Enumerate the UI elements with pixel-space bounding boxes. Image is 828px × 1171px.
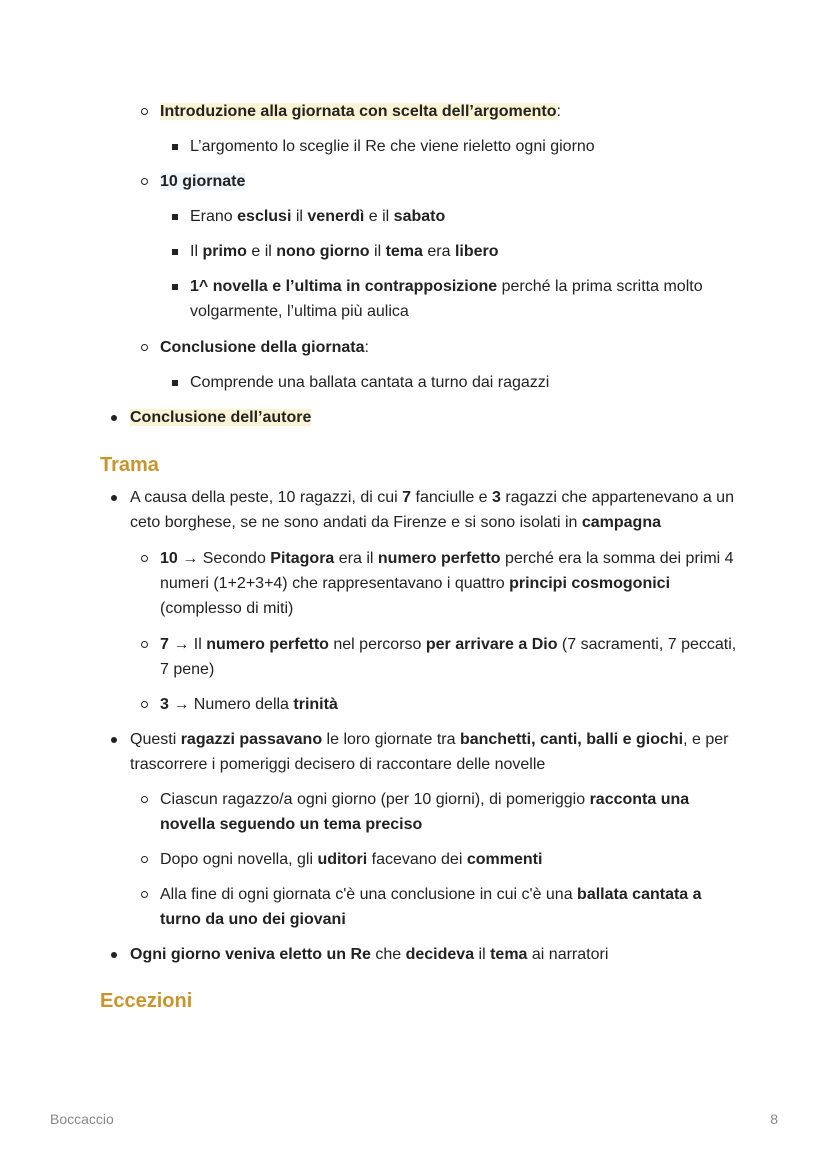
list-item-re: [130, 942, 740, 967]
bold-run: tema: [385, 243, 423, 260]
text-run: era il: [334, 550, 378, 567]
text-run: che: [370, 946, 406, 963]
bold-run: numero perfetto: [206, 636, 329, 653]
text-run: → Numero della: [168, 696, 294, 713]
bold-run: racconta una novella seguendo un tema preciso: [160, 791, 690, 833]
bold-run: 7: [160, 636, 169, 653]
text-run: perché era la somma dei primi 4 numeri (1+2+3+4) che rappresentavano i quattro: [160, 550, 734, 592]
bold-run: per arrivare a Dio: [425, 636, 558, 653]
text-run: Dopo ogni novella, gli: [160, 851, 318, 868]
disc-bullet-icon: [111, 415, 117, 421]
text-run: ai narratori: [527, 946, 609, 963]
list-item-text: Comprende una ballata cantata a turno dai ragazzi: [190, 374, 550, 391]
list-item-title: Conclusione della giornata: [160, 339, 365, 356]
list-item-sette: [160, 632, 740, 682]
text-run: Questi: [130, 731, 181, 748]
colon: :: [556, 103, 561, 120]
list-item-conclusione-autore: [130, 405, 740, 430]
bold-run: trinità: [293, 696, 338, 713]
text-run: era: [422, 243, 455, 260]
list-item-title: Conclusione dell’autore: [130, 409, 312, 426]
bold-run: principi cosmogonici: [509, 575, 671, 592]
bold-run: libero: [454, 243, 499, 260]
circle-bullet-icon: [141, 891, 148, 898]
bold-run: decideva: [405, 946, 475, 963]
list-item-dieci: [160, 546, 740, 621]
text-run: Ciascun ragazzo/a ogni giorno (per 10 giorni), di pomeriggio: [160, 791, 590, 808]
disc-bullet-icon: [111, 495, 117, 501]
bold-run: esclusi: [237, 208, 292, 225]
text-run: → Il: [168, 636, 207, 653]
circle-bullet-icon: [141, 856, 148, 863]
circle-bullet-icon: [141, 108, 148, 115]
bold-run: 10: [160, 550, 178, 567]
list-item-peste: [130, 485, 740, 535]
list-item-conclusione-giornata: [160, 335, 740, 360]
footer-page-number: 8: [770, 1111, 778, 1127]
bold-run: banchetti, canti, balli e giochi: [459, 731, 684, 748]
circle-bullet-icon: [141, 701, 148, 708]
bold-run: 1^ novella e l’ultima in contrapposizione: [190, 278, 498, 295]
text-run: il: [369, 243, 386, 260]
text-run: Erano: [190, 208, 238, 225]
list-item-title: Introduzione alla giornata con scelta dell’argomento: [160, 103, 557, 120]
text-run: le loro giornate tra: [322, 731, 460, 748]
list-item-text: L’argomento lo sceglie il Re che viene rieletto ogni giorno: [190, 138, 595, 155]
list-item-introduzione: [160, 99, 740, 124]
disc-bullet-icon: [111, 737, 117, 743]
bold-run: sabato: [393, 208, 446, 225]
list-item-tre: [160, 692, 740, 717]
bold-run: numero perfetto: [377, 550, 501, 567]
bold-run: 3: [492, 489, 501, 506]
list-item-argomento: [190, 134, 740, 159]
text-run: e il: [246, 243, 277, 260]
bold-run: venerdì: [307, 208, 365, 225]
text-run: nel percorso: [328, 636, 426, 653]
text-run: , e per trascorrere i pomeriggi decisero di raccontare delle novelle: [130, 731, 729, 773]
list-item-dopo: [160, 847, 740, 872]
section-heading-trama: Trama: [100, 454, 159, 476]
bold-run: commenti: [466, 851, 543, 868]
section-heading-eccezioni: Eccezioni: [100, 990, 193, 1012]
bold-run: tema: [490, 946, 528, 963]
text-run: A causa della peste, 10 ragazzi, di cui: [130, 489, 403, 506]
bold-run: Ogni giorno veniva eletto un Re: [130, 946, 371, 963]
circle-bullet-icon: [141, 344, 148, 351]
bold-run: uditori: [317, 851, 368, 868]
square-bullet-icon: [172, 214, 178, 220]
text-run: → Secondo: [177, 550, 271, 567]
text-run: il: [474, 946, 491, 963]
list-item-fine: [160, 882, 740, 932]
bold-run: campagna: [581, 514, 661, 531]
text-run: Il: [190, 243, 203, 260]
disc-bullet-icon: [111, 952, 117, 958]
text-run: Alla fine di ogni giornata c'è una conclusione in cui c'è una: [160, 886, 578, 903]
text-run: (7 sacramenti, 7 peccati, 7 pene): [160, 636, 737, 678]
text-run: e il: [364, 208, 394, 225]
text-run: fanciulle e: [411, 489, 493, 506]
bold-run: primo: [202, 243, 247, 260]
circle-bullet-icon: [141, 178, 148, 185]
text-run: perché la prima scritta molto volgarmente, l’ultima più aulica: [190, 278, 703, 320]
list-item-ballata: [190, 370, 740, 395]
list-item-esclusi: [190, 204, 740, 229]
list-item-title: 10 giornate: [160, 173, 246, 190]
bold-run: ragazzi passavano: [180, 731, 323, 748]
text-run: il: [291, 208, 308, 225]
footer-title: Boccaccio: [50, 1111, 114, 1127]
bold-run: ballata cantata a turno da uno dei giovani: [160, 886, 702, 928]
text-run: ragazzi che appartenevano a un ceto borghese, se ne sono andati da Firenze e si sono isolati in: [130, 489, 734, 531]
bold-run: Pitagora: [270, 550, 335, 567]
text-run: facevano dei: [367, 851, 467, 868]
square-bullet-icon: [172, 144, 178, 150]
square-bullet-icon: [172, 284, 178, 290]
list-item-primo-nono: [190, 239, 740, 264]
circle-bullet-icon: [141, 641, 148, 648]
bold-run: nono giorno: [276, 243, 370, 260]
list-item-10-giornate: [160, 169, 740, 194]
colon: :: [364, 339, 369, 356]
bold-run: 7: [402, 489, 412, 506]
list-item-novella: [190, 274, 740, 324]
bold-run: 3: [160, 696, 169, 713]
circle-bullet-icon: [141, 796, 148, 803]
square-bullet-icon: [172, 249, 178, 255]
text-run: (complesso di miti): [160, 600, 294, 617]
list-item-ragazzi: [130, 727, 740, 777]
square-bullet-icon: [172, 380, 178, 386]
circle-bullet-icon: [141, 555, 148, 562]
list-item-ciascuno: [160, 787, 740, 837]
